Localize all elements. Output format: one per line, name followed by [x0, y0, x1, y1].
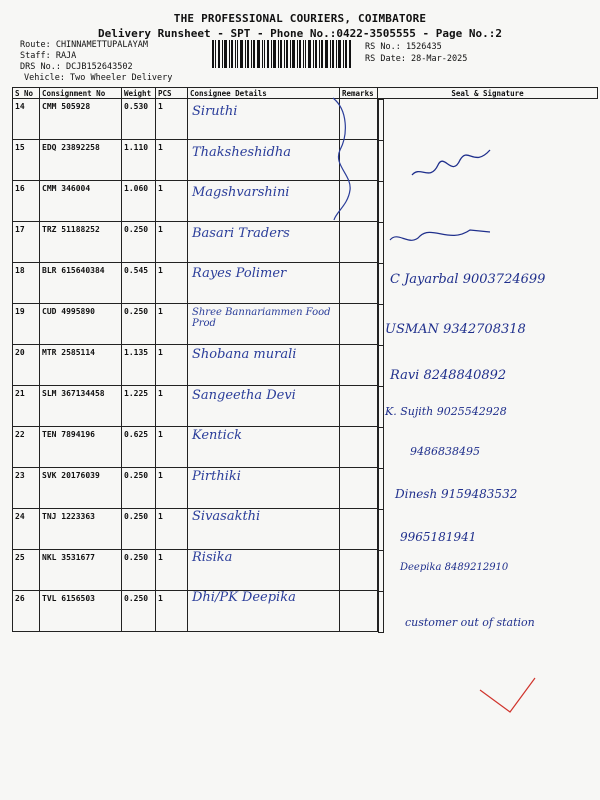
- red-tick-mark: [480, 678, 535, 712]
- signature-scribble: [412, 150, 490, 175]
- handwritten-consignee: Rayes Polimer: [192, 266, 287, 281]
- row-pcs: 1: [156, 427, 188, 468]
- row-weight: 1.060: [122, 181, 156, 222]
- signature-row21: K. Sujith 9025542928: [385, 405, 507, 418]
- col-consignment: Consignment No: [40, 88, 122, 99]
- row-sno: 18: [13, 263, 40, 304]
- runsheet-subtitle: Delivery Runsheet - SPT - Phone No.:0422-3505555 - Page No.:2: [98, 27, 502, 40]
- vehicle-label: Vehicle: Two Wheeler Delivery: [24, 73, 173, 83]
- row-consignment-no: CMM 505928: [40, 99, 122, 140]
- row-consignment-no: SLM 367134458: [40, 386, 122, 427]
- row-pcs: 1: [156, 345, 188, 386]
- col-sno: S No: [13, 88, 40, 99]
- row-consignment-no: NKL 3531677: [40, 550, 122, 591]
- row-weight: 0.625: [122, 427, 156, 468]
- row-consignment-no: EDQ 23892258: [40, 140, 122, 181]
- col-signature: Seal & Signature: [378, 88, 598, 99]
- row-sno: 14: [13, 99, 40, 140]
- row-weight: 0.545: [122, 263, 156, 304]
- handwritten-consignee: Thaksheshidha: [192, 144, 292, 160]
- row-sno: 16: [13, 181, 40, 222]
- row-pcs: 1: [156, 263, 188, 304]
- row-pcs: 1: [156, 304, 188, 345]
- rs-number: RS No.: 1526435: [365, 42, 442, 52]
- handwritten-consignee: Magshvarshini: [192, 185, 290, 200]
- rs-date: RS Date: 28-Mar-2025: [365, 54, 468, 64]
- row-consignment-no: TEN 7894196: [40, 427, 122, 468]
- row-sno: 22: [13, 427, 40, 468]
- handwritten-consignee: Dhi/PK Deepika: [192, 590, 296, 605]
- col-pcs: PCS: [156, 88, 188, 99]
- signature-row24: 9965181941: [400, 530, 477, 544]
- signature-row26: customer out of station: [405, 616, 535, 629]
- handwritten-consignee: Sangeetha Devi: [192, 387, 296, 403]
- row-weight: 0.250: [122, 222, 156, 263]
- row-pcs: 1: [156, 550, 188, 591]
- row-pcs: 1: [156, 181, 188, 222]
- row-sno: 24: [13, 509, 40, 550]
- row-pcs: 1: [156, 386, 188, 427]
- row-weight: 1.225: [122, 386, 156, 427]
- handwritten-consignee: Shobana murali: [192, 347, 297, 362]
- handwritten-consignee: Sivasakthi: [192, 509, 261, 524]
- col-remarks: Remarks: [340, 88, 378, 99]
- handwritten-consignee: Siruthi: [192, 104, 238, 119]
- row-consignment-no: CMM 346004: [40, 181, 122, 222]
- handwritten-consignee: Pirthiki: [192, 468, 241, 484]
- col-weight: Weight: [122, 88, 156, 99]
- row-pcs: 1: [156, 591, 188, 632]
- row-sno: 17: [13, 222, 40, 263]
- company-title: THE PROFESSIONAL COURIERS, COIMBATORE: [173, 12, 427, 25]
- row-consignment-no: TVL 6156503: [40, 591, 122, 632]
- handwritten-consignee: Kentick: [192, 428, 242, 443]
- signature-row19: USMAN 9342708318: [385, 322, 526, 337]
- row-weight: 0.250: [122, 468, 156, 509]
- row-sno: 26: [13, 591, 40, 632]
- signature-row22: 9486838495: [410, 445, 480, 458]
- row-weight: 0.250: [122, 304, 156, 345]
- row-sno: 19: [13, 304, 40, 345]
- handwritten-consignee: Basari Traders: [192, 225, 290, 241]
- signature-row20: Ravi 8248840892: [390, 368, 507, 383]
- row-weight: 1.110: [122, 140, 156, 181]
- row-weight: 0.250: [122, 591, 156, 632]
- row-consignment-no: MTR 2585114: [40, 345, 122, 386]
- staff-label: Staff: RAJA: [20, 51, 77, 61]
- row-weight: 0.250: [122, 550, 156, 591]
- handwritten-consignee: Risika: [192, 549, 233, 565]
- row-pcs: 1: [156, 99, 188, 140]
- row-sno: 20: [13, 345, 40, 386]
- row-pcs: 1: [156, 468, 188, 509]
- signature-row17: [390, 230, 490, 240]
- row-consignment-no: BLR 615640384: [40, 263, 122, 304]
- col-consignee: Consignee Details: [188, 88, 340, 99]
- drs-label: DRS No.: DCJB152643502: [20, 62, 133, 72]
- row-sno: 25: [13, 550, 40, 591]
- row-consignment-no: SVK 20176039: [40, 468, 122, 509]
- route-label: Route: CHINNAMETTUPALAYAM: [20, 40, 148, 50]
- row-pcs: 1: [156, 222, 188, 263]
- row-sno: 23: [13, 468, 40, 509]
- row-consignment-no: TRZ 51188252: [40, 222, 122, 263]
- signature-row23: Dinesh 9159483532: [395, 487, 518, 501]
- row-consignment-no: CUD 4995890: [40, 304, 122, 345]
- handwritten-consignee: Shree Bannariammen Food Prod: [192, 306, 331, 329]
- row-sno: 21: [13, 386, 40, 427]
- row-weight: 1.135: [122, 345, 156, 386]
- signature-row18: C Jayarbal 9003724699: [390, 272, 546, 287]
- row-consignment-no: TNJ 1223363: [40, 509, 122, 550]
- row-weight: 0.530: [122, 99, 156, 140]
- signature-row25: Deepika 8489212910: [400, 562, 509, 573]
- row-pcs: 1: [156, 140, 188, 181]
- row-weight: 0.250: [122, 509, 156, 550]
- row-pcs: 1: [156, 509, 188, 550]
- row-sno: 15: [13, 140, 40, 181]
